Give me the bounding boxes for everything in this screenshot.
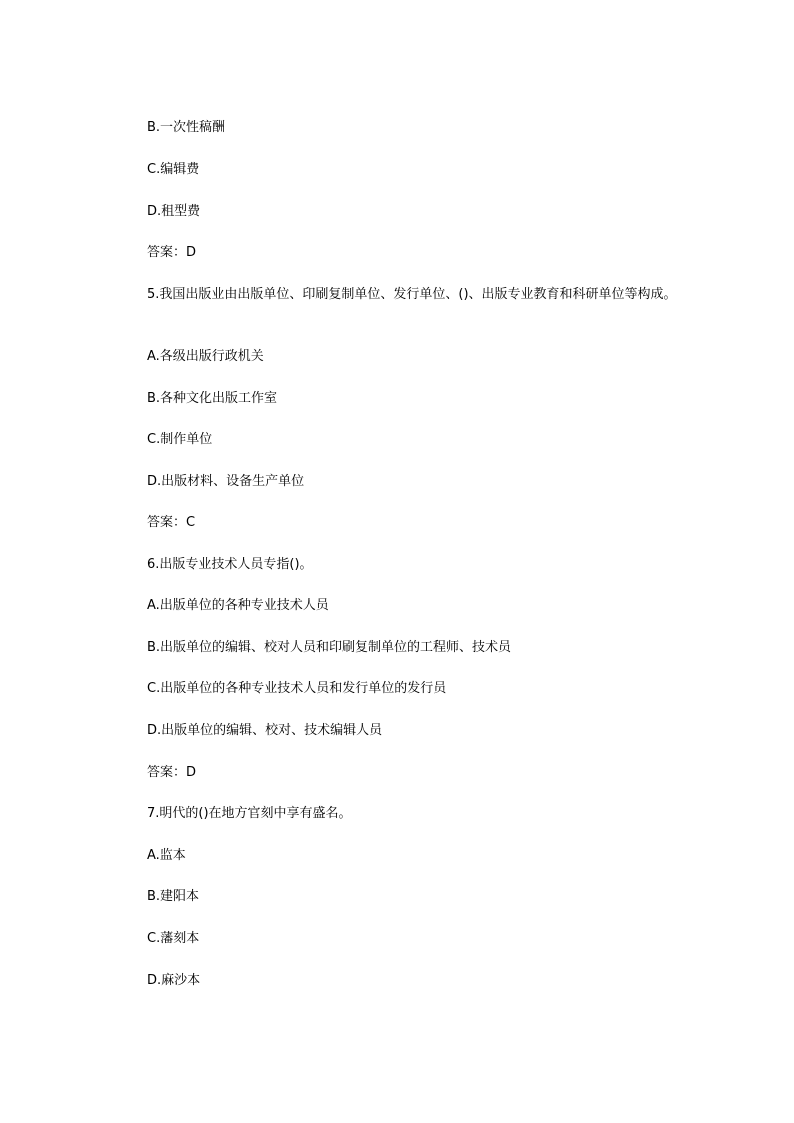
- q5-stem: 5.我国出版业由出版单位、印刷复制单位、发行单位、()、出版专业教育和科研单位等构成。: [147, 287, 677, 302]
- q5-option-d: D.出版材料、设备生产单位: [147, 474, 305, 489]
- q7-option-b: B.建阳本: [147, 889, 200, 904]
- q4-option-c: C.编辑费: [147, 162, 200, 177]
- q5-option-a: A.各级出版行政机关: [147, 349, 264, 364]
- q4-option-b: B.一次性稿酬: [147, 120, 226, 135]
- q7-option-c: C.藩刻本: [147, 931, 200, 946]
- q6-stem: 6.出版专业技术人员专指()。: [147, 557, 313, 572]
- q5-option-c: C.制作单位: [147, 432, 213, 447]
- q7-stem: 7.明代的()在地方官刻中享有盛名。: [147, 806, 352, 821]
- q6-option-b: B.出版单位的编辑、校对人员和印刷复制单位的工程师、技术员: [147, 640, 512, 655]
- q4-answer: 答案：D: [147, 245, 197, 260]
- q7-option-a: A.监本: [147, 848, 186, 863]
- q7-option-d: D.麻沙本: [147, 973, 201, 988]
- q6-option-a: A.出版单位的各种专业技术人员: [147, 598, 329, 613]
- q5-option-b: B.各种文化出版工作室: [147, 391, 278, 406]
- q6-option-c: C.出版单位的各种专业技术人员和发行单位的发行员: [147, 681, 447, 696]
- q5-answer: 答案：C: [147, 515, 196, 530]
- q6-answer: 答案：D: [147, 765, 197, 780]
- q4-option-d: D.租型费: [147, 204, 201, 219]
- q6-option-d: D.出版单位的编辑、校对、技术编辑人员: [147, 723, 383, 738]
